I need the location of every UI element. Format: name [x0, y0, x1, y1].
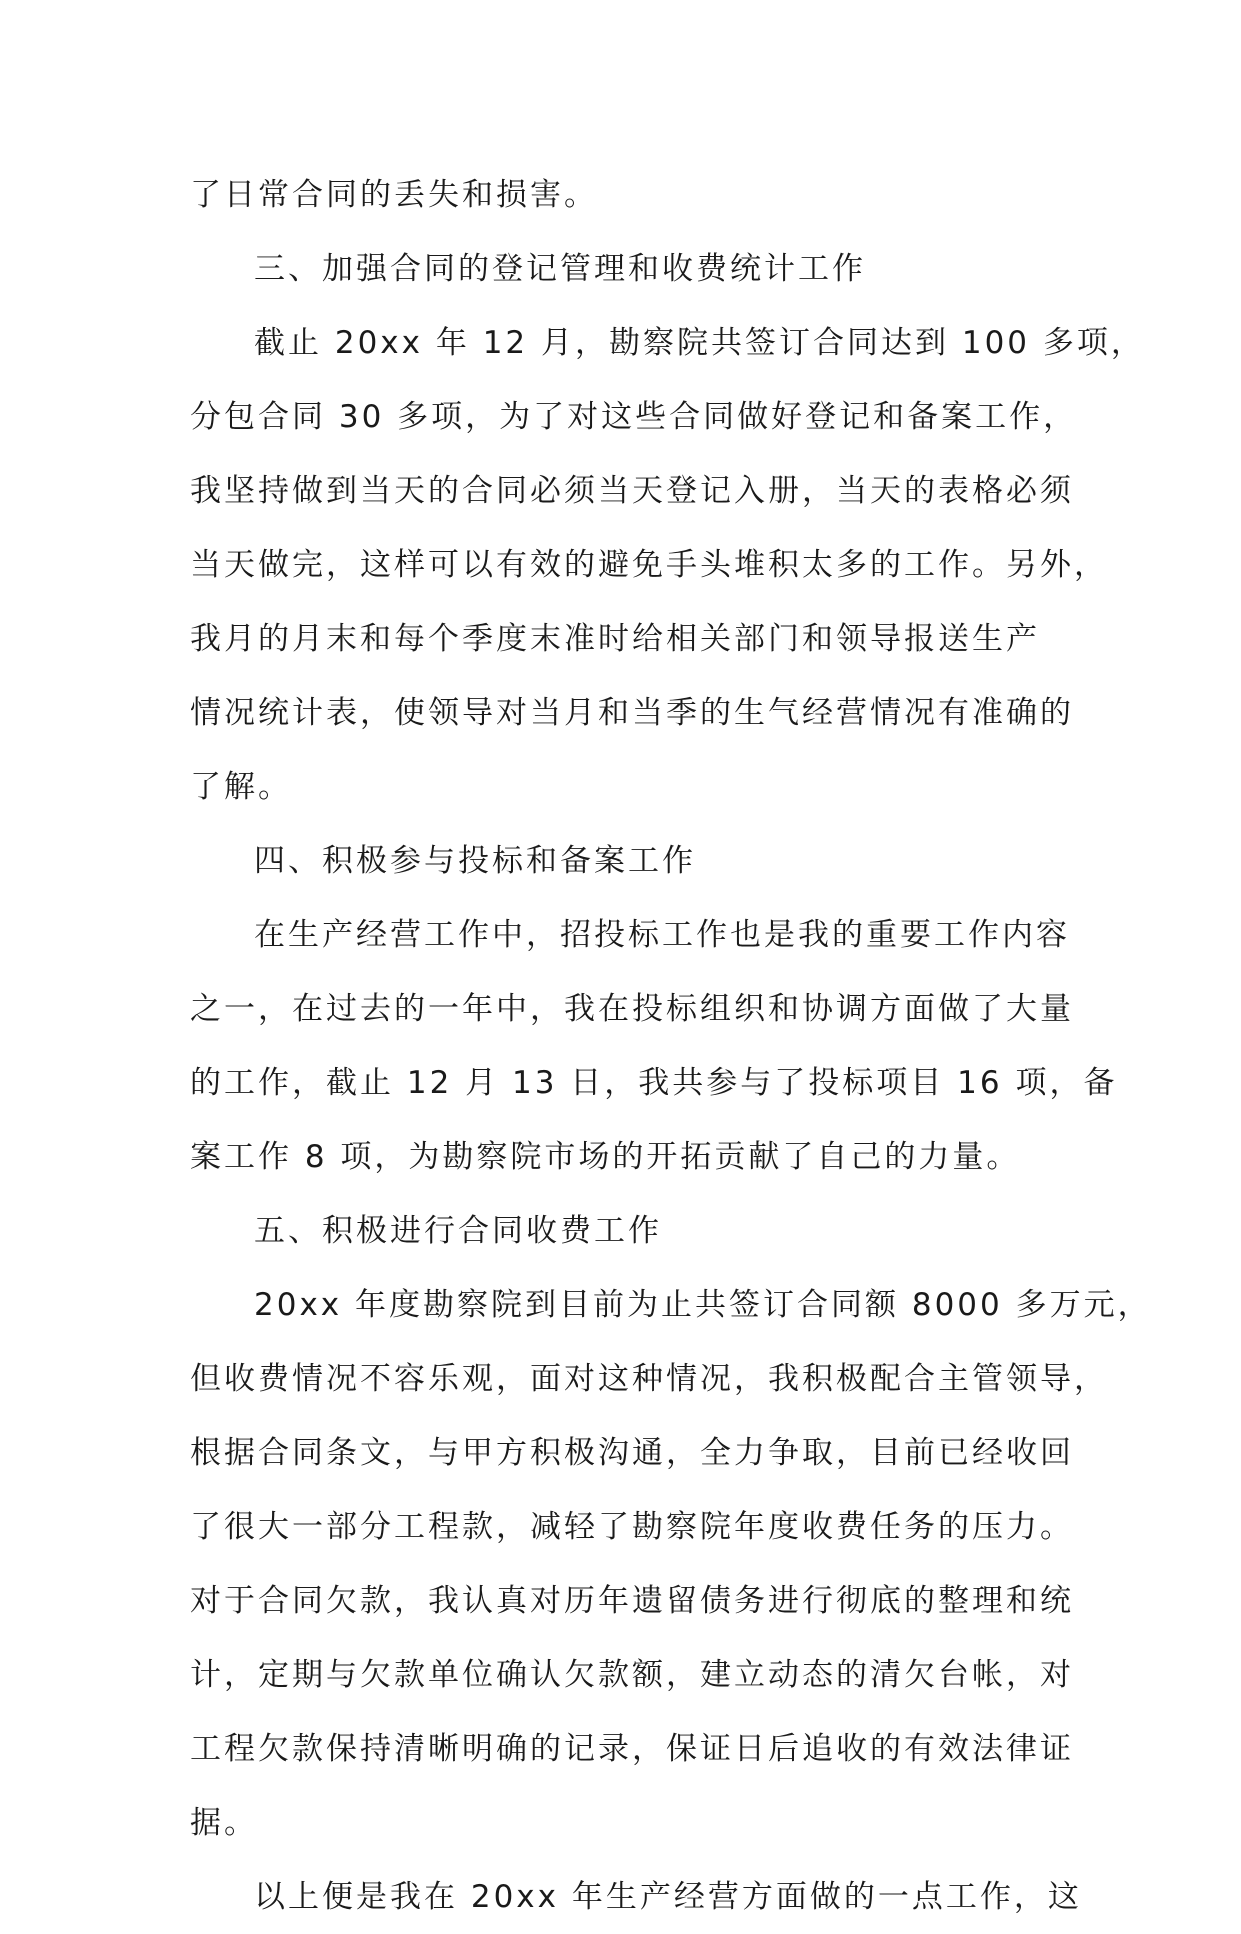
paragraph-line: 在生产经营工作中，招投标工作也是我的重要工作内容 — [254, 917, 1070, 953]
section-heading-5: 五、积极进行合同收费工作 — [254, 1213, 662, 1249]
paragraph-line: 对于合同欠款，我认真对历年遗留债务进行彻底的整理和统 — [190, 1583, 1074, 1619]
paragraph-line: 当天做完，这样可以有效的避免手头堆积太多的工作。另外， — [190, 547, 1108, 583]
paragraph-line: 案工作 8 项，为勘察院市场的开拓贡献了自己的力量。 — [190, 1139, 1021, 1175]
paragraph-line: 以上便是我在 20xx 年生产经营方面做的一点工作，这 — [254, 1879, 1082, 1915]
paragraph-line: 据。 — [190, 1805, 258, 1841]
paragraph-line: 了很大一部分工程款，减轻了勘察院年度收费任务的压力。 — [190, 1509, 1074, 1545]
paragraph-line: 根据合同条文，与甲方积极沟通，全力争取，目前已经收回 — [190, 1435, 1074, 1471]
paragraph-line: 我月的月末和每个季度末准时给相关部门和领导报送生产 — [190, 621, 1040, 657]
paragraph-line: 20xx 年度勘察院到目前为止共签订合同额 8000 多万元， — [254, 1287, 1152, 1323]
document-body — [190, 158, 1152, 1934]
section-heading-3: 三、加强合同的登记管理和收费统计工作 — [254, 251, 866, 287]
paragraph-line: 但收费情况不容乐观，面对这种情况，我积极配合主管领导， — [190, 1361, 1108, 1397]
paragraph-line: 我坚持做到当天的合同必须当天登记入册，当天的表格必须 — [190, 473, 1074, 509]
paragraph-line: 情况统计表，使领导对当月和当季的生气经营情况有准确的 — [190, 695, 1074, 731]
paragraph-line: 截止 20xx 年 12 月，勘察院共签订合同达到 100 多项， — [254, 325, 1145, 361]
paragraph-line: 工程欠款保持清晰明确的记录，保证日后追收的有效法律证 — [190, 1731, 1074, 1767]
paragraph-line: 分包合同 30 多项，为了对这些合同做好登记和备案工作， — [190, 399, 1078, 435]
paragraph-line: 的工作，截止 12 月 13 日，我共参与了投标项目 16 项，备 — [190, 1065, 1118, 1101]
text-line: 了日常合同的丢失和损害。 — [190, 177, 598, 213]
paragraph-line: 计，定期与欠款单位确认欠款额，建立动态的清欠台帐，对 — [190, 1657, 1074, 1693]
section-heading-4: 四、积极参与投标和备案工作 — [254, 843, 696, 879]
paragraph-line: 了解。 — [190, 769, 292, 805]
paragraph-line: 之一，在过去的一年中，我在投标组织和协调方面做了大量 — [190, 991, 1074, 1027]
